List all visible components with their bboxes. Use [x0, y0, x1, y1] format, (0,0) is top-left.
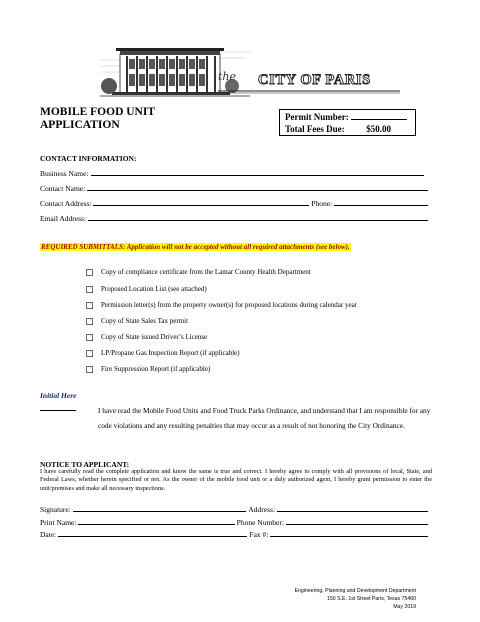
checkbox[interactable] — [86, 366, 93, 373]
checklist-item — [86, 365, 210, 373]
checklist-item-label: Permission letter(s) from the property owner(s) for proposed locations during calendar year — [101, 301, 358, 309]
signature-field[interactable] — [73, 510, 247, 512]
city-hall-building-drawing — [100, 40, 410, 100]
checklist-item-label: Copy of State Sales Tax permit — [101, 317, 189, 325]
fees-value: $50.00 — [349, 123, 409, 136]
contact-address-row — [40, 199, 430, 208]
footer-department: Engineering, Planning and Development Department — [294, 588, 416, 594]
checkbox[interactable] — [86, 334, 93, 341]
phone-number-label: Phone Number: — [236, 518, 284, 527]
print-name-field[interactable] — [78, 523, 234, 525]
checkbox[interactable] — [86, 350, 93, 357]
address-label: Address: — [248, 505, 276, 514]
print-name-row — [40, 518, 430, 527]
checkbox[interactable] — [86, 318, 93, 325]
checklist-item-label: LP/Propane Gas Inspection Report (if applicable) — [101, 349, 240, 357]
phone-number-field[interactable] — [286, 523, 428, 525]
signature-row — [40, 505, 430, 514]
required-submittals-notice: REQUIRED SUBMITTALS: Application will not be accepted without all required attachments (see below). — [41, 243, 350, 251]
fees-label: Total Fees Due: — [285, 124, 345, 134]
checklist-item-label: Copy of compliance certificate from the Lamar County Health Department — [101, 268, 311, 276]
email-address-row — [40, 214, 430, 223]
fax-field[interactable] — [270, 535, 428, 537]
phone-label: Phone: — [311, 199, 333, 208]
permit-box — [279, 109, 416, 136]
checklist-item — [86, 268, 311, 276]
email-address-label: Email Address: — [40, 214, 87, 223]
notice-text: I have carefully read the complete application and know the same is true and correct. I hereby agree to comply with all provisions of local, State, and Federal Laws, whether herein specified or not. As the owner of the mobile food unit or a duly authorized agent, I hereby grant permission to enter the unit/premises and make all necessary inspections. — [40, 468, 432, 492]
checklist-item-label: Fire Suppression Report (if applicable) — [101, 365, 211, 373]
checkbox[interactable] — [86, 302, 93, 309]
contact-name-label: Contact Name: — [40, 184, 86, 193]
contact-address-label: Contact Address: — [40, 199, 92, 208]
permit-number-label: Permit Number: — [285, 112, 349, 122]
phone-field[interactable] — [334, 204, 428, 206]
permit-number-field[interactable] — [351, 119, 407, 120]
checklist-item-label: Copy of State issued Driver’s License — [101, 333, 208, 341]
address-field[interactable] — [277, 510, 428, 512]
contact-name-field[interactable] — [87, 189, 428, 191]
fax-label: Fax #: — [249, 530, 269, 539]
logo-city-text: CITY OF PARIS — [258, 72, 371, 88]
ordinance-acknowledgement: I have read the Mobile Food Units and Food Truck Parks Ordinance, and understand that I am responsible for any code violations and any resulting penalties that may occur as a result of not honoring the City Ordinance. — [98, 406, 431, 430]
form-title-line2: APPLICATION — [40, 119, 120, 131]
business-name-row — [40, 169, 426, 178]
footer-address: 150 S.E. 1st Street Paris, Texas 75460 — [326, 596, 416, 602]
initial-here-heading: Initial Here — [40, 391, 77, 400]
checkbox[interactable] — [86, 269, 93, 276]
permit-number-row — [285, 111, 410, 123]
print-name-label: Print Name: — [40, 518, 77, 527]
initial-field[interactable] — [40, 410, 76, 411]
checklist-item — [86, 333, 207, 341]
checklist-item — [86, 285, 207, 293]
email-address-field[interactable] — [88, 219, 428, 221]
signature-label: Signature: — [40, 505, 71, 514]
city-logo — [100, 40, 410, 100]
fees-row — [285, 123, 410, 136]
contact-address-field[interactable] — [93, 204, 309, 206]
form-title-line1: MOBILE FOOD UNIT — [40, 106, 156, 118]
checklist-item — [86, 317, 188, 325]
checklist-item-label: Proposed Location List (see attached) — [101, 285, 207, 293]
footer-date: May 2019 — [393, 604, 416, 610]
date-label: Date: — [40, 530, 57, 539]
form-title — [40, 106, 155, 132]
business-name-label: Business Name: — [40, 169, 89, 178]
contact-name-row — [40, 184, 430, 193]
business-name-field[interactable] — [91, 174, 424, 176]
date-field[interactable] — [58, 535, 247, 537]
contact-heading: CONTACT INFORMATION: — [40, 154, 137, 163]
checklist-item — [86, 301, 357, 309]
checklist-item — [86, 349, 240, 357]
notice-heading: NOTICE TO APPLICANT: — [40, 460, 130, 469]
logo-the-text: the — [218, 70, 237, 83]
checkbox[interactable] — [86, 286, 93, 293]
date-row — [40, 530, 430, 539]
